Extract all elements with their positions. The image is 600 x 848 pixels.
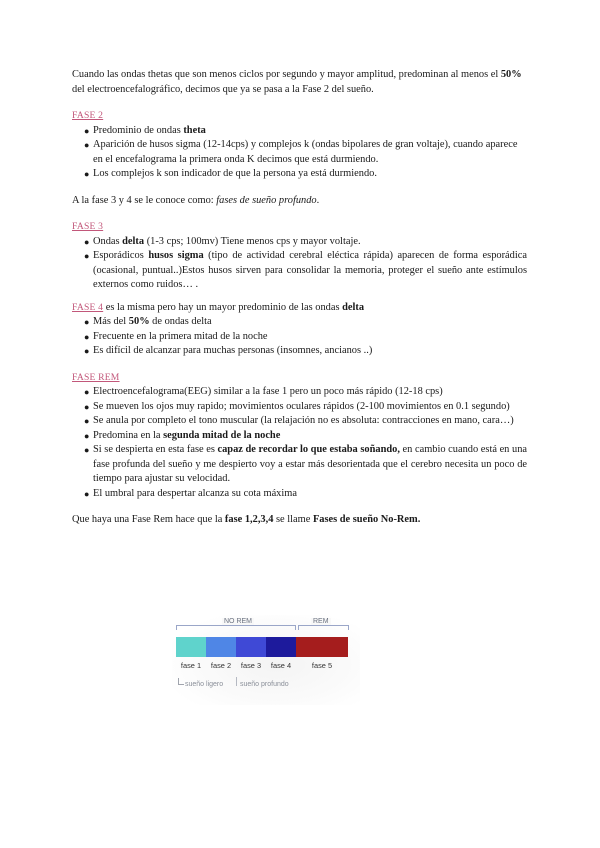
fase2-list	[72, 124, 527, 182]
list-item: ● El umbral para despertar alcanza su cota máxima	[72, 487, 527, 502]
fase34-paragraph: A la fase 3 y 4 se le conoce como: fases de sueño profundo.	[72, 194, 320, 206]
list-item: ● Frecuente en la primera mitad de la noche	[72, 330, 527, 345]
list-item: ● Predominio de ondas theta	[72, 124, 527, 139]
bullet-icon: ●	[84, 317, 90, 327]
bullet-icon: ●	[84, 387, 90, 397]
phase-label-fase-4: fase 4	[270, 661, 292, 670]
figure-background	[172, 615, 360, 705]
phase-bar-fase-1	[176, 637, 206, 657]
light-sleep-label: sueño ligero	[185, 681, 224, 688]
list-item: ● Los complejos k son indicador de que la persona ya está durmiendo.	[72, 167, 527, 182]
bullet-icon: ●	[84, 445, 90, 455]
bullet-icon: ●	[84, 125, 90, 136]
bullet-icon: ●	[84, 140, 90, 150]
faserem-heading: FASE REM	[72, 371, 120, 383]
bullet-icon: ●	[84, 236, 90, 247]
fase3-heading: FASE 3	[72, 221, 104, 232]
light-sleep-bracket	[178, 678, 184, 685]
rem-bracket-right	[348, 625, 349, 630]
bullet-icon: ●	[84, 488, 90, 499]
no-rem-bracket-right	[295, 625, 296, 630]
bullet-icon: ●	[84, 401, 90, 412]
intro-bold: 50%	[500, 69, 522, 80]
intro-paragraph: Cuando las ondas thetas que son menos ciclos por segundo y mayor amplitud, predominan al menos el 50% del electroencefalográfico, decimos que ya se pasa a la Fase 2 del sueño.	[72, 69, 522, 95]
group-divider	[236, 677, 237, 686]
list-item: ● Se mueven los ojos muy rapido; movimientos oculares rápidos (2-100 movimientos en 0.1 segundo)	[72, 400, 527, 415]
phase-label-fase-5: fase 5	[311, 661, 333, 670]
phase-bar-fase-3	[236, 637, 266, 657]
fase4-heading: FASE 4	[72, 301, 104, 313]
bullet-icon: ●	[84, 331, 90, 342]
list-item: ● Predomina en la segunda mitad de la noche	[72, 429, 527, 444]
faserem-list	[72, 385, 527, 501]
list-item: ● Es difícil de alcanzar para muchas personas (insomnes, ancianos ..)	[72, 344, 527, 359]
fase4-list	[72, 315, 527, 359]
fase4-paragraph: FASE 4 es la misma pero hay un mayor predominio de las ondas delta	[72, 301, 365, 313]
list-item: ● Se anula por completo el tono muscular (la relajación no es absoluta: contracciones en mano, cara…)	[72, 414, 527, 429]
rem-bracket-left	[298, 625, 299, 630]
bullet-icon: ●	[84, 251, 90, 261]
conclusion-paragraph: Que haya una Fase Rem hace que la fase 1,2,3,4 se llame Fases de sueño No-Rem.	[72, 514, 421, 525]
no-rem-label: NO REM	[224, 618, 252, 625]
bullet-icon: ●	[84, 430, 90, 441]
sleep-phases-figure	[172, 615, 360, 705]
bullet-icon: ●	[84, 169, 90, 179]
list-item: ● Más del 50% de ondas delta	[72, 315, 527, 330]
fase3-list	[72, 235, 527, 293]
phase-label-fase-1: fase 1	[180, 661, 202, 670]
phase-bar-fase-2	[206, 637, 236, 657]
phase-bar-fase-4	[266, 637, 296, 657]
list-item: ● Ondas delta (1-3 cps; 100mv) Tiene menos cps y mayor voltaje.	[72, 235, 527, 250]
bullet-icon: ●	[84, 416, 90, 426]
no-rem-bracket	[176, 625, 296, 626]
bullet-icon: ●	[84, 346, 90, 356]
phase-label-fase-3: fase 3	[240, 661, 262, 670]
phase-bar-fase-5	[296, 637, 348, 657]
deep-sleep-label: sueño profundo	[240, 681, 289, 688]
rem-bracket	[298, 625, 348, 626]
no-rem-bracket-left	[176, 625, 177, 630]
fase2-heading: FASE 2	[72, 110, 104, 121]
list-item: ● Esporádicos husos sigma (tipo de actividad cerebral eléctica rápida) aparecen de forma esporádica (ocasional, puntual..)Estos husos sirven para consolidar la memoria, proteger el sueño ante estímulos externos como ruidos… .	[84, 250, 527, 290]
list-item: ● Electroencefalograma(EEG) similar a la fase 1 pero un poco más rápido (12-18 cps)	[72, 385, 527, 400]
phase-label-fase-2: fase 2	[210, 661, 232, 670]
list-item: ● Si se despierta en esta fase es capaz de recordar lo que estaba soñando, en cambio cuando está en una fase profunda del sueño y me despierto voy a estar más desorientada que el cerebro necesita un poco de tiempo para ajustar su velocidad.	[84, 444, 527, 484]
list-item: ● Aparición de husos sigma (12-14cps) y complejos k (ondas bipolares de gran voltaje), cuando aparece en el encefalograma la primera onda K decimos que está durmiendo.	[84, 139, 518, 165]
document-body	[72, 68, 527, 528]
rem-label: REM	[313, 618, 329, 625]
